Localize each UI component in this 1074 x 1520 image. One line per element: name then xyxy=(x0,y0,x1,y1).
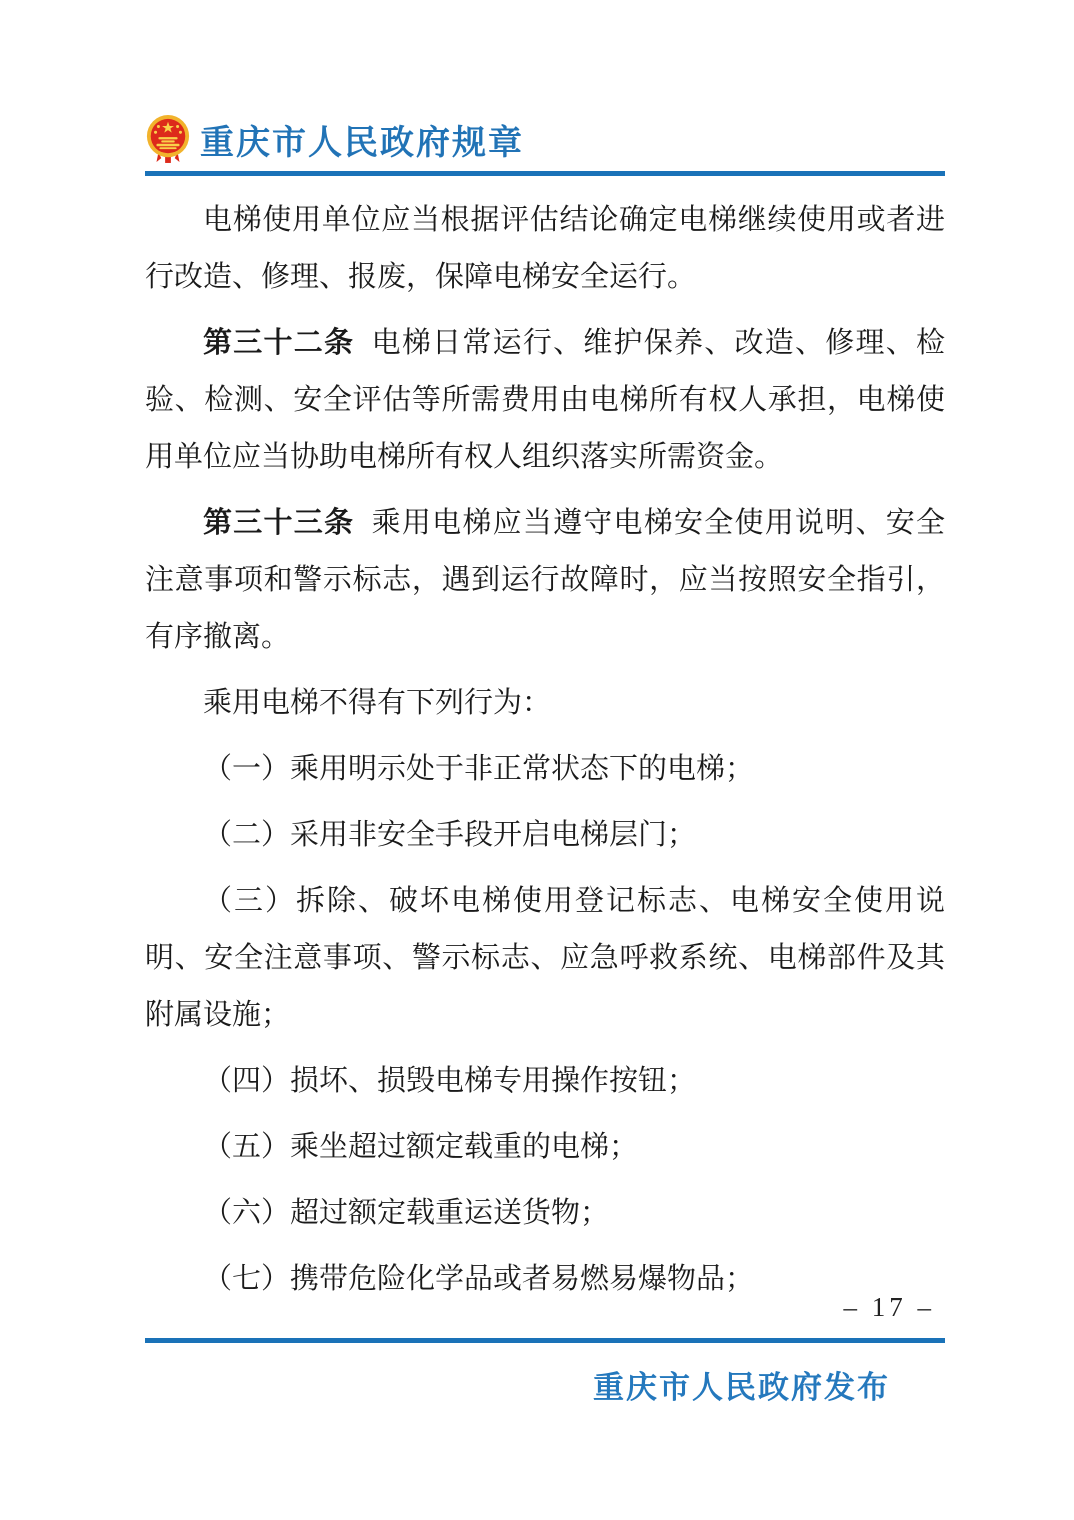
body-paragraph xyxy=(145,1251,945,1308)
paragraph-text: 电梯使用单位应当根据评估结论确定电梯继续使用或者进行改造、修理、报废，保障电梯安全运行。 xyxy=(145,204,945,293)
paragraph-text: （六）超过额定载重运送货物； xyxy=(203,1197,610,1229)
paragraph-text: 乘用电梯应当遵守电梯安全使用说明、安全注意事项和警示标志，遇到运行故障时，应当按照安全指引，有序撤离。 xyxy=(145,507,945,653)
body-paragraph xyxy=(145,807,945,864)
article-number: 第三十三条 xyxy=(203,507,355,539)
paragraph-text: （七）携带危险化学品或者易燃易爆物品； xyxy=(203,1263,755,1295)
paragraph-text: （一）乘用明示处于非正常状态下的电梯； xyxy=(203,753,755,785)
body-paragraph xyxy=(145,873,945,1044)
page-title: 重庆市人民政府规章 xyxy=(200,124,524,162)
body-paragraph xyxy=(145,192,945,306)
body-paragraph xyxy=(145,741,945,798)
body-paragraph xyxy=(145,675,945,732)
body-paragraph xyxy=(145,495,945,666)
paragraph-text: （二）采用非安全手段开启电梯层门； xyxy=(203,819,697,851)
body-paragraph xyxy=(145,1185,945,1242)
body-paragraph xyxy=(145,1053,945,1110)
paragraph-text: 乘用电梯不得有下列行为： xyxy=(203,687,552,719)
paragraph-text: （四）损坏、损毁电梯专用操作按钮； xyxy=(203,1065,697,1097)
page-header xyxy=(145,114,945,164)
paragraph-text: 电梯日常运行、维护保养、改造、修理、检验、检测、安全评估等所需费用由电梯所有权人承担，电梯使用单位应当协助电梯所有权人组织落实所需资金。 xyxy=(145,327,945,473)
national-emblem-icon xyxy=(145,114,191,164)
body-paragraph xyxy=(145,1119,945,1176)
publisher-label: 重庆市人民政府发布 xyxy=(593,1370,890,1405)
article-number: 第三十二条 xyxy=(203,327,355,359)
footer-divider xyxy=(145,1338,945,1343)
header-divider xyxy=(145,171,945,176)
page-number: – 17 – xyxy=(843,1292,935,1322)
paragraph-text: （五）乘坐超过额定载重的电梯； xyxy=(203,1131,639,1163)
document-body xyxy=(145,183,945,1308)
body-paragraph xyxy=(145,315,945,486)
paragraph-text: （三）拆除、破坏电梯使用登记标志、电梯安全使用说明、安全注意事项、警示标志、应急呼救系统、电梯部件及其附属设施； xyxy=(145,885,945,1031)
